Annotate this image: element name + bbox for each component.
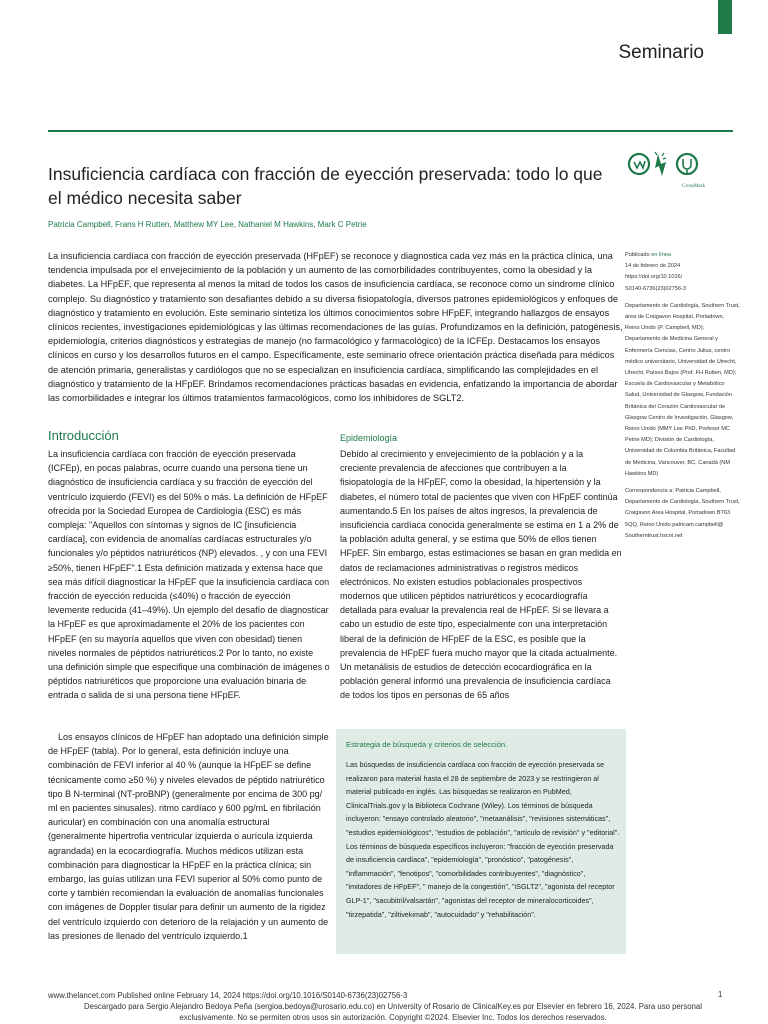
epidemiology-paragraph — [340, 447, 622, 703]
crossmark-logo[interactable] — [628, 150, 706, 194]
footer-citation: www.thelancet.com Published online February 14, 2024 https://doi.org/10.1016/S0140-6736(23)02756-3 — [48, 991, 408, 1000]
doi-line-2[interactable]: S0140-6736(23)02756-3 — [625, 285, 686, 292]
heading-epidemiology: Epidemiología — [340, 433, 398, 443]
header-rule — [48, 130, 733, 132]
published-label: Publicado — [625, 252, 650, 258]
page-footer — [48, 990, 738, 1023]
section-label: Seminario — [618, 42, 704, 63]
doi-line-1[interactable]: https://doi.org/10.1016/ — [625, 274, 683, 281]
heading-introduction: Introducción — [48, 428, 119, 443]
epidemiology-text: Debido al crecimiento y envejecimiento de la población y a la creciente prevalencia de afecciones que contribuyen a la fisiopatología de la HFpEF, como la obesidad, la hipertensión y la diabetes, el número total de pacientes que viven con HFpEF continúa aumentando.5 En los países de altos ingresos, la prevalencia de insuficiencia cardíaca conocida generalmente se estima en 1 a 2% de la población adulta general, y se estima que 50% de ellos tienen HFpEF. Sin embargo, estas estimaciones se basan en gran medida en datos de reclamaciones administrativas o registros médicos electrónicos. No existen estudios poblacionales prospectivos modernos que utilicen péptidos natriuréticos y ecocardiografía detallada para evaluar la prevalencia real de HFpEF. Si se llevara a cabo un estudio de este tipo, especialmente con una interpretación liberal de la definición de HFpEF de la ESC, es posible que la prevalencia de HFpEF fuera mucho mayor que la citada actualmente. Un metanálisis de estudios de detección ecocardiográfica en la población general informó una prevalencia de insuficiencia cardíaca de todos los tipos en personas de 65 años — [340, 449, 622, 701]
intro-text-1: La insuficiencia cardíaca con fracción de eyección preservada (ICFEp), en pocas palabras, ocurre cuando una persona tiene un diagnóstico de insuficiencia cardíaca y su fracción de eyección del ventrículo izquierdo (FEVI) es del 50% o más. La definición de HFpEF ofrecida por la Sociedad Europea de Cardiología (ESC) es más compleja: "Aquellos con síntomas y signos de IC [insuficiencia cardíaca], con evidencia de anomalías cardíacas estructurales y/o funcionales y/o péptidos natriuréticos (NP) elevados. , y con una FEVI ≥50%, tienen HFpEF".1 Esta definición matizada y extensa hace que sea más difícil diagnosticar la HFpEF que la insuficiencia cardíaca con fracción de eyección reducida (≤40%) o fracción de eyección levemente reducida (41–49%). Un ejemplo del desafío de diagnosticar la HFpEF es que aproximadamente el 20% de los pacientes con HFpEF (en su mayoría aquellos que viven con obesidad) tienen niveles normales de péptidos natriuréticos.2 Por lo tanto, no existe una definición simple que especifique una combinación de imágenes o péptidos natriuréticos que proporcione una evaluación binaria de entrada o salida de si una persona tiene HFpEF. — [48, 449, 330, 701]
footer-download-note: Descargado para Sergio Alejandro Bedoya Peña (sergioa.bedoya@urosario.edu.co) en University of Rosario de ClinicalKey.es por Elsevier en febrero 16, 2024. Para uso personal exclusivamente. No se permiten otros usos sin autorización. Copyright ©2024. Elsevier Inc. Todos los derechos reservados. — [83, 1002, 702, 1022]
published-online-link[interactable]: en línea — [651, 252, 672, 258]
publication-info — [625, 250, 740, 295]
svg-text:CrossMark: CrossMark — [682, 183, 706, 189]
published-date: 14 de febrero de 2024 — [625, 263, 681, 270]
sidebar-metadata — [625, 250, 740, 548]
correspondence: Correspondencia a: Patricia Campbell, Departamento de Cardiología, Southern Trust, Craigavon Area Hospital, Portadown BT63 5QQ, Reino Unido patricam.campbell@ Southerntrust.hscni.net — [625, 488, 740, 539]
article-title: Insuficiencia cardíaca con fracción de eyección preservada: todo lo que el médico necesita saber — [48, 164, 603, 208]
crossmark-icon — [628, 150, 706, 194]
intro-text-2: Los ensayos clínicos de HFpEF han adoptado una definición simple de HFpEF (tabla). Por lo general, esta definición incluye una combinación de FEVI inferior al 40 % (aunque la HFpEF se define técnicamente como ≥50 %) y niveles elevados de péptido natriurético tipo B N-terminal (NT-proBNP) (generalmente por encima de 300 pg/ ml en pacientes sinusales). ritmo cardíaco y 600 pg/mL en fibrilación auricular) en combinación con una anomalía estructural (generalmente hipertrofia ventricular izquierda o aurícula izquierda agrandada) en la ecocardiografía. Muchos médicos utilizan esta combinación para diagnosticar la HFpEF en la práctica clínica; sin embargo, las guías utilizan una FEVI superior al 50% como punto de corte y también recomiendan la evaluación de anomalías funcionales con imágenes de Doppler tisular para definir un aumento de la rigidez del ventrículo izquierdo con deterioro de la relajación y un aumento de las presiones de llenado del ventrículo izquierdo.1 — [48, 732, 329, 941]
abstract-text: La insuficiencia cardíaca con fracción de eyección preservada (HFpEF) se reconoce y diagnostica cada vez más en la práctica clínica, una tendencia impulsada por el envejecimiento de la población y un aumento de las comorbilidades contribuyentes, como la obesidad y la diabetes. La HFpEF, que representa al menos la mitad de todos los casos de insuficiencia cardíaca, se reconoce como un síndrome clínico complejo. Su diagnóstico y tratamiento son desafiantes debido a su diversa fisiopatología, diversos patrones epidemiológicos y enfoques de diagnóstico y tratamiento en evolución. Este seminario sintetiza los últimos conocimientos sobre HFpEF, integrando hallazgos de ensayos clínicos recientes, investigaciones epidemiológicas y las últimas recomendaciones de las guías. Profundizamos en la definición, patogénesis, epidemiología, criterios diagnósticos y estrategias de manejo (no farmacológico y farmacológico) de la ICFEp. Destacamos los ensayos clínicos en curso y los desarrollos futuros en el campo. Específicamente, este seminario ofrece orientación práctica diseñada para médicos de atención primaria, generalistas y cardiólogos que no se especializan en insuficiencia cardíaca, simplificando las complejidades en el diagnóstico y tratamiento de la HFpEF. Brindamos recomendaciones prácticas basadas en evidencia, enfatizando la importancia de abordar las comorbilidades e integrar los últimos tratamientos farmacológicos, como los inhibidores de SGLT2. — [48, 251, 623, 404]
intro-paragraph-1 — [48, 447, 330, 703]
page-number: 1 — [718, 990, 723, 999]
abstract — [48, 249, 623, 405]
author-list: Patricia Campbell, Frans H Rutten, Matthew MY Lee, Nathaniel M Hawkins, Mark C Petrie — [48, 220, 367, 229]
intro-paragraph-2 — [48, 730, 330, 943]
section-color-tab — [718, 0, 732, 34]
search-strategy-title: Estrategia de búsqueda y criterios de selección. — [346, 740, 508, 749]
search-strategy-text: Las búsquedas de insuficiencia cardíaca con fracción de eyección preservada se realizaron para material hasta el 28 de septiembre de 2023 y se restringieron al material publicado en inglés. Las búsquedas se realizaron en PubMed, ClinicalTrials.gov y la Biblioteca Cochrane (Wiley). Los términos de búsqueda incluyeron: "ensayo controlado aleatorio", "metaanálisis", "revisiones sistemáticas", "estudios epidemiológicos", "estudios de población", "artículo de revisión" y "editorial". Los términos de búsqueda específicos incluyeron: "fracción de eyección preservada de insuficiencia cardíaca", "epidemiología", "pronóstico", "patogénesis", "inflammación", "fenotipos", "comorbilidades contribuyentes", "diagnóstico", "imitadores de HFpEF", " manejo de la congestión", "iSGLT2", "agonista del receptor GLP-1", "sacubitril/valsartán", "agonistas del receptor de mineralocorticoides", "tirzepatida", "ziltivekimab", "autocuidado" y "rehabilitación". — [346, 760, 620, 919]
affiliations: Departamento de Cardiología, Southern Trust, área de Craigavon Hospital, Portadown, Reino Unido (P. Campbell, MD); Departamento de Medicina General y Enfermería Ciencias, Centro Julius, centro médico universitario, Universidad de Utrecht, Utrecht, Países Bajos (Prof. FH Rutten, MD); Escuela de Cardiovascular y Metabólico Salud, Universidad de Glasgow, Fundación Británica del Corazón Cardiovascular de Glasgow Centro de Investigación, Glasgow, Reino Unido (MMY Lee PhD, Profesor MC Petrie MD); División de Cardiología, Universidad de Columbia Británica, Facultad de Medicina, Vancouver, BC, Canadá (NM Hawkins MD) — [625, 302, 740, 477]
